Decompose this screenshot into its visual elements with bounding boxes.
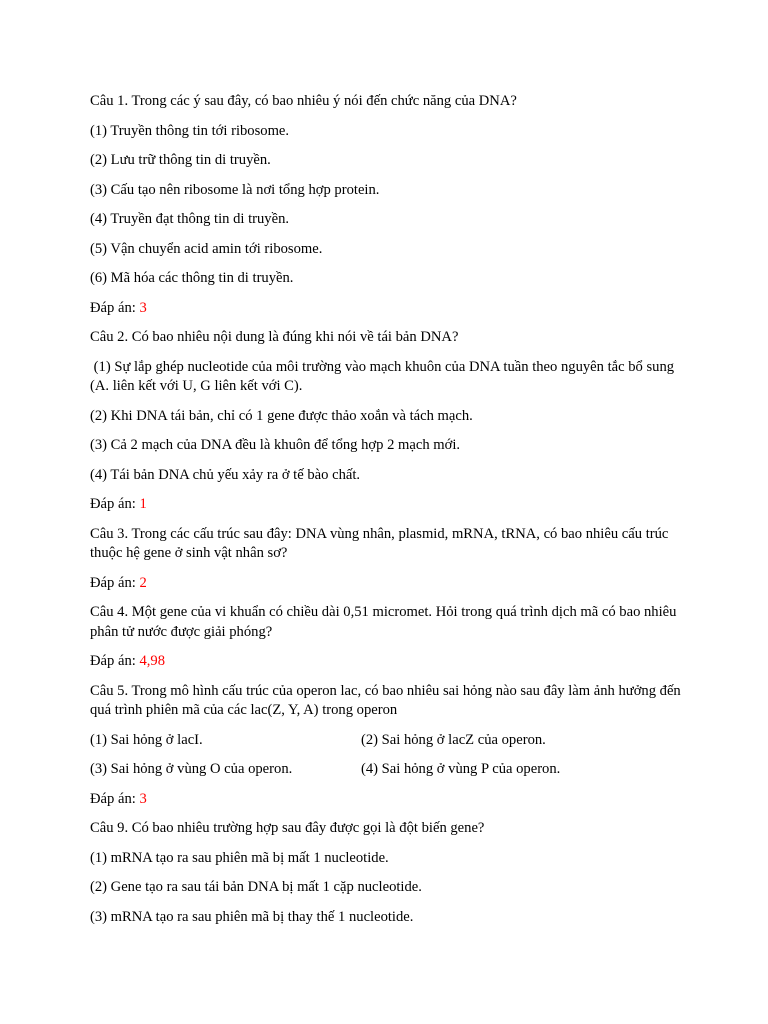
question-3-answer-line xyxy=(90,574,690,594)
answer-value: 2 xyxy=(139,574,147,591)
question-2-option-3: (3) Cả 2 mạch của DNA đều là khuôn để tổng hợp 2 mạch mới. xyxy=(90,437,461,453)
question-3-text: Câu 3. Trong các cấu trúc sau đây: DNA vùng nhân, plasmid, mRNA, tRNA, có bao nhiêu cấu trúc thuộc hệ gene ở sinh vật nhân sơ? xyxy=(90,525,669,561)
answer-label: Đáp án: xyxy=(90,790,140,807)
answer-value: 3 xyxy=(139,790,147,807)
question-9-option-3: (3) mRNA tạo ra sau phiên mã bị thay thế 1 nucleotide. xyxy=(90,908,414,925)
question-9-option-2: (2) Gene tạo ra sau tái bản DNA bị mất 1 cặp nucleotide. xyxy=(90,879,422,895)
question-2-option-1: (1) Sự lắp ghép nucleotide của môi trường vào mạch khuôn của DNA tuần theo nguyên tắc bổ sung (A. liên kết với U, G liên kết với C). xyxy=(90,358,678,394)
question-2-option-4: (4) Tái bản DNA chủ yếu xảy ra ở tế bào chất. xyxy=(90,466,361,483)
question-1-option-2: (2) Lưu trữ thông tin di truyền. xyxy=(90,152,271,168)
question-1-option-3: (3) Cấu tạo nên ribosome là nơi tổng hợp protein. xyxy=(90,181,380,198)
question-1-option-5: (5) Vận chuyển acid amin tới ribosome. xyxy=(90,240,323,257)
question-1-option-1: (1) Truyền thông tin tới ribosome. xyxy=(90,122,290,139)
question-2-option-2: (2) Khi DNA tái bản, chỉ có 1 gene được thảo xoắn và tách mạch. xyxy=(90,407,473,424)
answer-label: Đáp án: xyxy=(90,299,140,316)
question-5-text: Câu 5. Trong mô hình cấu trúc của operon lac, có bao nhiêu sai hỏng nào sau đây làm ảnh hưởng đến quá trình phiên mã của các lac(Z, Y, A) trong operon xyxy=(90,682,681,718)
question-9-option-1: (1) mRNA tạo ra sau phiên mã bị mất 1 nucleotide. xyxy=(90,849,389,866)
question-2-answer-line xyxy=(90,495,690,515)
answer-value: 4,98 xyxy=(139,653,165,669)
question-5-options-row-2 xyxy=(90,760,690,780)
question-5-option-2: (2) Sai hỏng ở lacZ của operon. xyxy=(361,731,546,748)
question-1-option-6: (6) Mã hóa các thông tin di truyền. xyxy=(90,270,294,286)
question-5-option-1: (1) Sai hỏng ở lacI. xyxy=(90,731,203,748)
question-5-answer-line xyxy=(90,790,690,810)
question-5-option-3: (3) Sai hỏng ở vùng O của operon. xyxy=(90,761,293,777)
question-1-option-4: (4) Truyền đạt thông tin di truyền. xyxy=(90,211,290,227)
question-1-text: Câu 1. Trong các ý sau đây, có bao nhiêu ý nói đến chức năng của DNA? xyxy=(90,93,517,109)
document-body xyxy=(90,92,690,937)
answer-label: Đáp án: xyxy=(90,574,140,591)
answer-label: Đáp án: xyxy=(90,496,140,512)
answer-value: 1 xyxy=(139,496,147,512)
question-1-answer-line xyxy=(90,299,690,319)
question-9-text: Câu 9. Có bao nhiêu trường hợp sau đây được gọi là đột biến gene? xyxy=(90,820,485,836)
question-2-text: Câu 2. Có bao nhiêu nội dung là đúng khi nói về tái bản DNA? xyxy=(90,329,459,345)
answer-value: 3 xyxy=(139,299,147,316)
question-4-answer-line xyxy=(90,652,690,672)
question-4-text: Câu 4. Một gene của vi khuẩn có chiều dài 0,51 micromet. Hỏi trong quá trình dịch mã có bao nhiêu phân tử nước được giải phóng? xyxy=(90,604,677,640)
question-5-options-row-1 xyxy=(90,731,690,751)
answer-label: Đáp án: xyxy=(90,653,140,669)
question-5-option-4: (4) Sai hỏng ở vùng P của operon. xyxy=(361,761,561,777)
